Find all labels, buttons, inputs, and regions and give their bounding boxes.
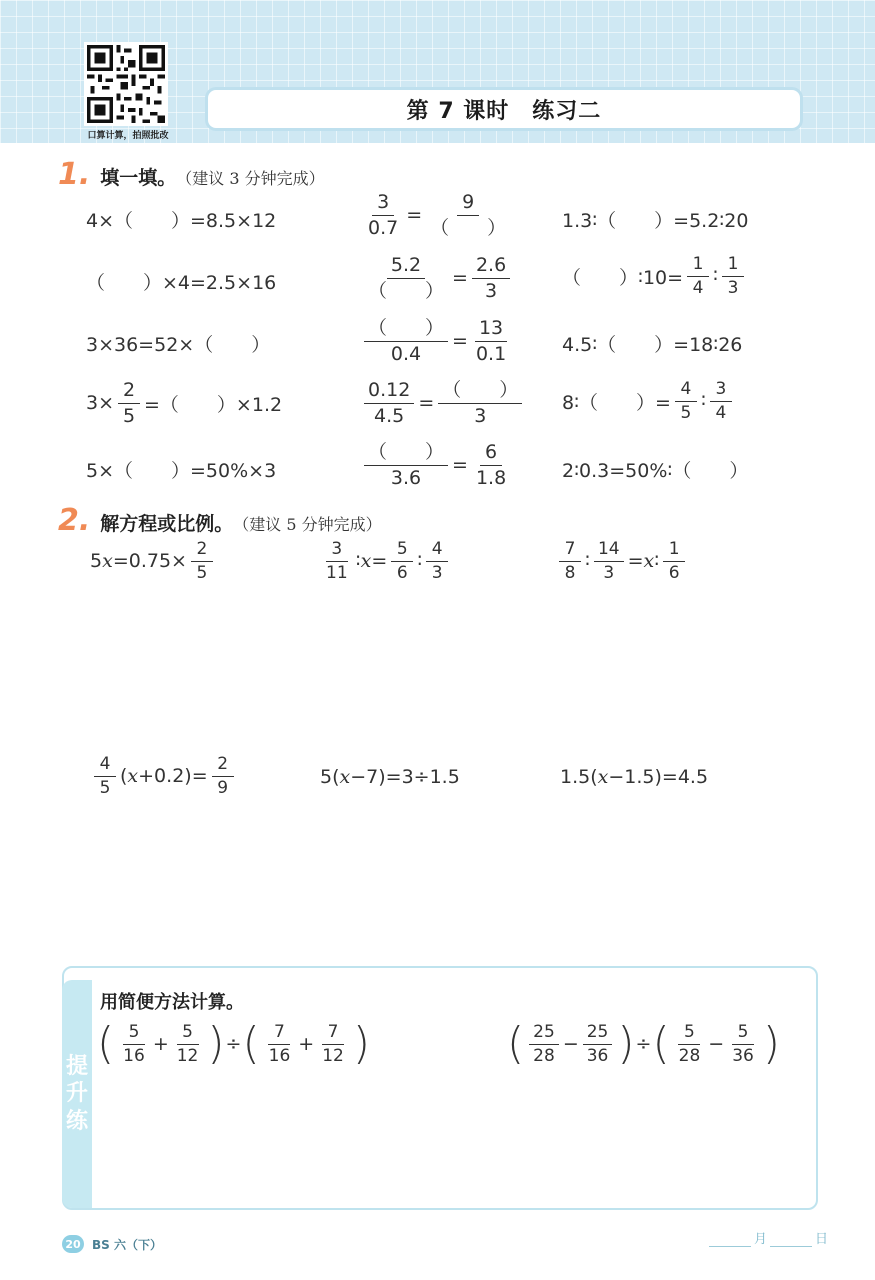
- fraction-numerator: 7: [322, 1023, 344, 1045]
- ratio-colon: ∶: [654, 550, 660, 573]
- fraction-denominator: 8: [564, 562, 576, 583]
- left-fraction: [364, 255, 448, 302]
- ratio-colon: ∶: [355, 550, 361, 573]
- operator: +: [152, 1033, 169, 1055]
- fraction: [663, 540, 685, 582]
- fraction-numerator: 0.12: [364, 380, 414, 404]
- fraction-numerator: 1: [663, 540, 685, 562]
- s1-c1-p4-post: =（ ）×1.2: [144, 393, 283, 416]
- operator: −: [708, 1033, 725, 1055]
- equals-sign: =: [418, 392, 435, 415]
- fraction-numerator: 25: [583, 1023, 613, 1045]
- s1-c3-problem-2[interactable]: [562, 255, 748, 297]
- s1-c1-problem-1[interactable]: 4×（ ）=8.5×12: [86, 210, 277, 232]
- fraction-numerator: 2: [212, 755, 234, 777]
- ratio-colon: ∶: [700, 390, 706, 413]
- section1-note: （建议 3 分钟完成）: [176, 169, 325, 188]
- fraction-denominator: 36: [586, 1045, 609, 1066]
- left-fraction: [364, 380, 414, 427]
- equals-sign: =: [452, 267, 468, 290]
- boost-expression-1[interactable]: [96, 1018, 371, 1069]
- boost-tab-char: 提: [65, 1053, 88, 1079]
- fraction-numerator: 5: [391, 540, 413, 562]
- variable-x: x: [597, 766, 609, 788]
- paren-close: ): [617, 1018, 635, 1069]
- paren-open: (: [120, 765, 128, 788]
- s1-c1-p4-pre: 3×: [86, 392, 115, 415]
- fraction: [529, 1023, 559, 1065]
- fraction-numerator: 6: [480, 442, 502, 466]
- paren-open: (: [242, 1018, 260, 1069]
- fraction-numerator: 4: [426, 540, 448, 562]
- fraction-denominator: 3: [431, 562, 443, 583]
- fraction: [559, 540, 581, 582]
- s1-c3-p2-pre: （ ）∶10=: [562, 266, 684, 289]
- right-fraction: [472, 318, 510, 365]
- boost-expression-2[interactable]: [506, 1018, 781, 1069]
- fraction-numerator: 2.6: [472, 255, 510, 279]
- fraction-denominator: 6: [396, 562, 408, 583]
- operator: +: [298, 1033, 315, 1055]
- paren-open: (: [97, 1018, 115, 1069]
- fraction-denominator: 5: [122, 404, 136, 427]
- lesson-title-bar: [208, 90, 800, 128]
- fraction-numerator: 2: [118, 380, 140, 404]
- fraction-denominator: 11: [326, 562, 348, 583]
- divide-sign: ÷: [225, 1033, 242, 1055]
- fraction-denominator: （ ）: [368, 279, 445, 302]
- section2-title: 解方程或比例。: [100, 513, 234, 535]
- equation-rest: +0.2)=: [138, 765, 208, 788]
- boost-tab-char: 升: [65, 1081, 88, 1107]
- fraction: [173, 1023, 203, 1065]
- date-field: [706, 1228, 828, 1247]
- equation-start: 5(: [320, 766, 340, 788]
- fraction: [265, 1023, 295, 1065]
- paren-open: (: [652, 1018, 670, 1069]
- section1-title: 填一填。: [100, 167, 177, 189]
- s1-c1-problem-2[interactable]: （ ）×4=2.5×16: [86, 272, 277, 294]
- fraction-denominator: 6: [668, 562, 680, 583]
- fraction: [594, 540, 624, 582]
- equals-sign: =: [452, 330, 468, 353]
- ratio-colon: ∶: [713, 265, 718, 288]
- left-fraction: [364, 192, 402, 239]
- fraction-numerator: 3: [326, 540, 348, 562]
- fraction-numerator: 13: [475, 318, 507, 342]
- fraction-numerator: 5: [732, 1023, 754, 1045]
- boost-title: 用简便方法计算。: [100, 992, 244, 1013]
- s1-c3-problem-5[interactable]: 2∶0.3=50%∶（ ）: [562, 460, 749, 482]
- fraction-denominator: 16: [123, 1045, 145, 1066]
- boost-tab-char: 练: [65, 1108, 88, 1134]
- equation-rest: −1.5)=4.5: [608, 766, 709, 788]
- fraction-numerator: 14: [594, 540, 624, 562]
- paren-close: ): [762, 1018, 781, 1069]
- s1-c2-problem-4[interactable]: [360, 380, 526, 427]
- variable-x: x: [643, 550, 655, 573]
- fraction-numerator: 3: [710, 380, 732, 402]
- fraction: [212, 755, 234, 797]
- qr-caption: 口算计算，拍照批改: [87, 131, 169, 141]
- fraction-denominator: 1.8: [475, 466, 507, 489]
- s2-equation-5[interactable]: [320, 766, 460, 788]
- s2-equation-6[interactable]: [560, 766, 708, 788]
- ratio-colon: ∶: [417, 550, 423, 573]
- fraction: [94, 755, 116, 797]
- fraction-a: [687, 255, 709, 297]
- divide-sign: ÷: [635, 1033, 652, 1055]
- fraction-denominator: （ ）: [430, 216, 507, 239]
- variable-x: x: [360, 550, 372, 573]
- fraction-denominator: 28: [678, 1045, 701, 1066]
- section1-number: 1.: [58, 157, 91, 192]
- right-fraction: [472, 255, 510, 302]
- section2-note: （建议 5 分钟完成）: [233, 515, 382, 534]
- fraction-denominator: 3.6: [390, 466, 422, 489]
- fraction-numerator: 1: [722, 255, 744, 277]
- operator: −: [562, 1033, 579, 1055]
- qr-code-icon[interactable]: [84, 42, 168, 126]
- section1-header: [58, 157, 325, 192]
- month-blank[interactable]: [709, 1233, 751, 1247]
- section2-header: [58, 503, 382, 538]
- s1-c3-problem-3[interactable]: 4.5∶（ ）=18∶26: [562, 334, 743, 356]
- fraction-denominator: 3: [485, 279, 498, 302]
- s2-equation-1[interactable]: [90, 540, 217, 582]
- page-number: 20: [62, 1235, 84, 1253]
- fraction-numerator: 4: [94, 755, 116, 777]
- fraction-numerator: 5: [177, 1023, 199, 1045]
- s1-c1-problem-4[interactable]: [86, 380, 282, 427]
- paren-open: (: [507, 1018, 525, 1069]
- variable-x: x: [102, 550, 113, 573]
- fraction-denominator: 5: [680, 402, 692, 423]
- equation-rest: −7)=3÷1.5: [350, 766, 460, 788]
- s2-equation-4[interactable]: [90, 755, 238, 797]
- fraction-denominator: 12: [322, 1045, 344, 1066]
- fraction-denominator: 4: [692, 277, 704, 298]
- fraction-numerator: 5: [123, 1023, 145, 1045]
- s1-c1-problem-3[interactable]: 3×36=52×（ ）: [86, 334, 271, 356]
- equals-sign: =: [371, 550, 388, 573]
- coefficient: 5: [90, 550, 103, 573]
- fraction: [322, 540, 352, 582]
- fraction-b: [710, 380, 732, 422]
- fraction-denominator: 4.5: [374, 404, 405, 427]
- fraction-numerator: 4: [675, 380, 697, 402]
- fraction-denominator: 3: [727, 277, 739, 298]
- s1-c3-p4-pre: 8∶（ ）=: [562, 391, 671, 414]
- s1-c1-problem-5[interactable]: 5×（ ）=50%×3: [86, 460, 277, 482]
- fraction-numerator: （ ）: [438, 380, 522, 404]
- fraction-denominator: 5: [99, 777, 111, 798]
- paren-close: ): [352, 1018, 371, 1069]
- fraction-numerator: 5: [678, 1023, 700, 1045]
- day-blank[interactable]: [770, 1233, 812, 1247]
- fraction-numerator: 9: [457, 192, 479, 216]
- fraction: [191, 540, 213, 582]
- right-fraction: [438, 380, 522, 427]
- fraction-denominator: 28: [533, 1045, 555, 1066]
- month-label: 月: [754, 1232, 768, 1247]
- variable-x: x: [127, 765, 139, 788]
- equation-start: 1.5(: [560, 766, 598, 788]
- s1-c3-problem-1[interactable]: 1.3∶（ ）=5.2∶20: [562, 210, 749, 232]
- fraction-numerator: 7: [559, 540, 581, 562]
- left-fraction: [364, 318, 448, 365]
- fraction-denominator: 5: [196, 562, 208, 583]
- s1-c2-problem-3[interactable]: [360, 318, 514, 365]
- equals-sign: =: [627, 550, 644, 573]
- fraction-numerator: 25: [529, 1023, 559, 1045]
- section2-number: 2.: [58, 503, 91, 538]
- fraction-denominator: 0.4: [390, 342, 422, 365]
- fraction: [119, 1023, 149, 1065]
- right-fraction: [426, 192, 510, 239]
- fraction-numerator: 2: [191, 540, 213, 562]
- variable-x: x: [339, 766, 351, 788]
- s1-c3-problem-4[interactable]: [562, 380, 736, 422]
- fraction: [426, 540, 448, 582]
- fraction-numerator: （ ）: [364, 442, 448, 466]
- fraction-denominator: 16: [268, 1045, 291, 1066]
- fraction-denominator: 0.1: [475, 342, 507, 365]
- fraction-numerator: 7: [268, 1023, 290, 1045]
- fraction-denominator: 4: [715, 402, 727, 423]
- fraction: [728, 1023, 758, 1065]
- fraction: [318, 1023, 348, 1065]
- left-fraction: [364, 442, 448, 489]
- ratio-colon: ∶: [585, 550, 590, 573]
- fraction-numerator: 1: [687, 255, 709, 277]
- fraction-numerator: 5.2: [387, 255, 425, 279]
- paren-close: ): [207, 1018, 225, 1069]
- fraction-denominator: 36: [732, 1045, 754, 1066]
- fraction: [675, 1023, 705, 1065]
- fraction: [391, 540, 413, 582]
- fraction-a: [675, 380, 697, 422]
- page-title: 第 7 课时 练习二: [406, 98, 602, 124]
- equals-sign: =: [452, 454, 468, 477]
- s2-equation-3[interactable]: [555, 540, 689, 582]
- fraction-denominator: 3: [474, 404, 487, 427]
- s1-c2-problem-2[interactable]: [360, 255, 514, 302]
- s2-equation-2[interactable]: [318, 540, 452, 582]
- fraction-denominator: 12: [176, 1045, 199, 1066]
- s1-c2-problem-5[interactable]: [360, 442, 514, 489]
- s1-c2-problem-1[interactable]: [360, 192, 514, 239]
- equation-rest: =0.75×: [112, 550, 187, 573]
- fraction: [583, 1023, 613, 1065]
- fraction-numerator: 3: [372, 192, 394, 216]
- right-fraction: [472, 442, 510, 489]
- fraction-numerator: （ ）: [364, 318, 448, 342]
- fraction-denominator: 0.7: [368, 216, 399, 239]
- boost-tab: [62, 980, 92, 1208]
- fraction-denominator: 3: [603, 562, 615, 583]
- fraction-b: [722, 255, 744, 297]
- day-label: 日: [815, 1232, 829, 1247]
- fraction-denominator: 9: [217, 777, 229, 798]
- equals-sign: =: [406, 204, 423, 227]
- s1-c1-p4-fraction: [118, 380, 140, 427]
- book-label: BS 六（下）: [92, 1238, 162, 1252]
